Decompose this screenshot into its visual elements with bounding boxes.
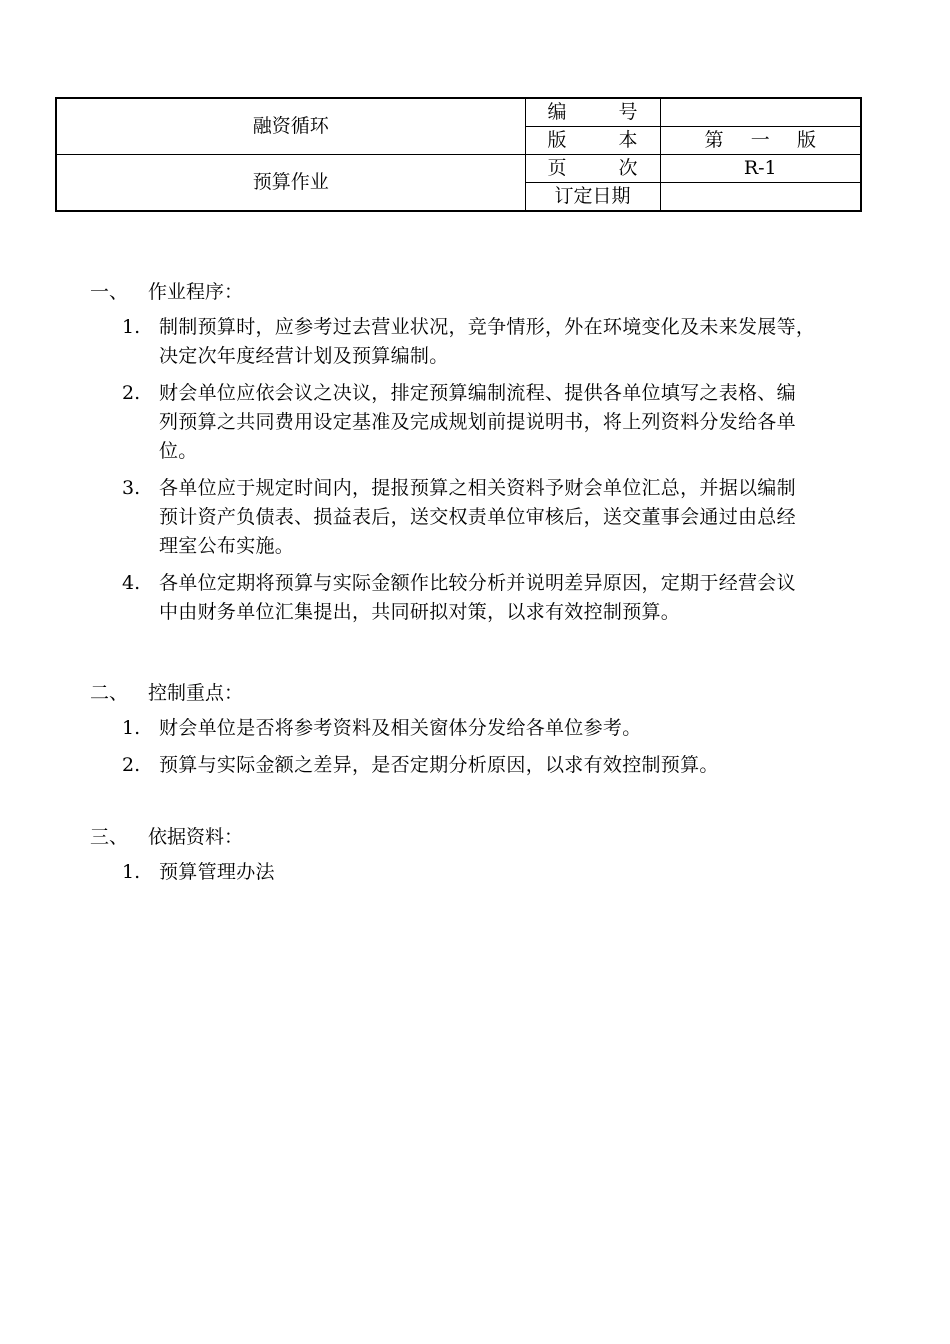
list-item: 1. 预算管理办法 <box>122 861 275 883</box>
value-date <box>660 183 861 212</box>
value-page: R-1 <box>660 155 861 183</box>
list-item: 1. 财会单位是否将参考资料及相关窗体分发给各单位参考。 <box>122 717 642 739</box>
operation-name: 预算作业 <box>56 155 525 212</box>
cycle-name: 融资循环 <box>56 98 525 155</box>
value-version: 第 一 版 <box>660 127 861 155</box>
list-item: 2. 财会单位应依会议之决议，排定预算编制流程、提供各单位填写之表格、编 列预算之共同费用设定基准及完成规划前提说明书，将上列资料分发给各单 位。 <box>122 382 796 462</box>
label-number: 编 号 <box>525 98 660 127</box>
section-references <box>90 822 880 887</box>
section-number: 二、 <box>90 682 129 704</box>
section-procedure <box>90 277 880 627</box>
list-item: 2. 预算与实际金额之差异，是否定期分析原因，以求有效控制预算。 <box>122 754 719 776</box>
section-number: 三、 <box>90 826 129 848</box>
section-title: 控制重点： <box>148 682 244 704</box>
section-title: 作业程序： <box>148 281 244 303</box>
list-item: 3. 各单位应于规定时间内，提报预算之相关资料予财会单位汇总，并据以编制 预计资产负债表、损益表后，送交权责单位审核后，送交董事会通过由总经 理室公布实施。 <box>122 477 796 557</box>
list-item: 4. 各单位定期将预算与实际金额作比较分析并说明差异原因，定期于经营会议 中由财务单位汇集提出，共同研拟对策，以求有效控制预算。 <box>122 572 796 623</box>
section-title: 依据资料： <box>148 826 244 848</box>
label-date: 订定日期 <box>525 183 660 212</box>
section-number: 一、 <box>90 281 129 303</box>
list-item: 1. 制制预算时，应参考过去营业状况，竞争情形，外在环境变化及未来发展等， 决定次年度经营计划及预算编制。 <box>122 316 816 367</box>
label-page: 页 次 <box>525 155 660 183</box>
value-number <box>660 98 861 127</box>
label-version: 版 本 <box>525 127 660 155</box>
section-control-points <box>90 678 880 780</box>
document-header-table <box>55 97 862 212</box>
